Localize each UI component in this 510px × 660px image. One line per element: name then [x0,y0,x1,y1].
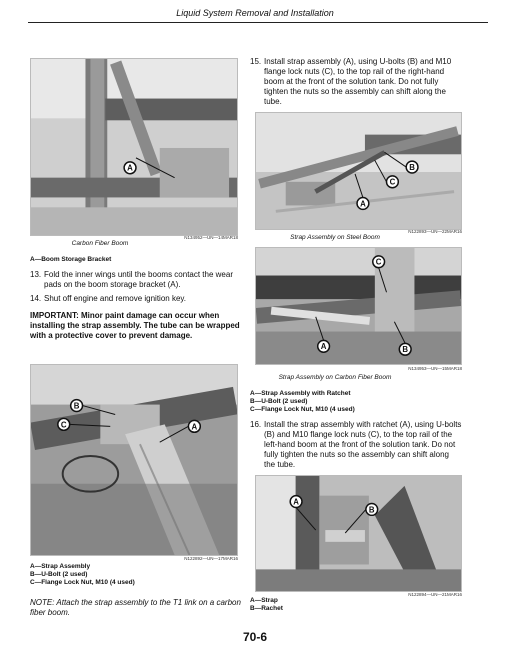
step-text: Install the strap assembly with ratchet (A), using U-bolts (B) and M10 flange lock nuts (C), to the top rail of the left-hand boom at the front of the solution tank. Do not fully tighten the nuts so the assembly can shift along the tube. [264,420,462,469]
callout-a: A [127,163,133,173]
note-label: NOTE: [30,598,55,607]
photo-strap-ratchet [255,475,462,592]
step-14 [30,294,240,304]
callout-a: A [320,342,327,352]
figure-id: N122893—UN—22MAR16 [408,229,462,234]
callout-b: B [368,505,375,515]
step-text: Shut off engine and remove ignition key. [44,294,187,303]
photo-strap-carbon-boom [255,247,462,365]
callout-a: A [293,497,299,507]
figure-caption: Carbon Fiber Boom [71,240,129,247]
callout-a: A [191,422,198,432]
header-rule [28,22,488,23]
photo-strap-steel-boom [255,112,462,230]
step-number: 15. [250,57,262,66]
callout-b: B [409,163,415,173]
legend [250,597,462,613]
legend-item: B—Rachet [250,605,283,612]
note-text: Attach the strap assembly to the T1 link on a carbon fiber boom. [30,598,241,617]
figure-id: N134953—UN—15MAR18 [408,366,462,371]
important-notice [30,311,242,341]
step-13 [30,270,240,290]
figure-id: N122892—UN—17MAR16 [184,556,238,561]
step-number: 14. [30,294,42,303]
step-16 [250,420,462,470]
callout-c: C [389,177,396,187]
callout-b: B [73,401,80,411]
figure-caption: Strap Assembly on Carbon Fiber Boom [278,374,392,381]
legend [250,390,462,414]
callout-c: C [60,420,67,430]
step-text: Install strap assembly (A), using U-bolts (B) and M10 flange lock nuts (C), to the top rail of the right-hand boom at the front of the solution tank. Do not fully tighten the nuts so the assembly can shift along the tube. [264,57,452,106]
callout-c: C [375,257,382,267]
legend-item: A—Strap [250,597,278,604]
photo-boom-storage-bracket [30,58,238,236]
note [30,598,242,618]
photo-strap-assembly [30,364,238,556]
legend-item: B—U-Bolt (2 used) [30,571,88,578]
step-text: Fold the inner wings until the booms contact the wear pads on the boom storage bracket (A). [44,270,233,289]
important-label: IMPORTANT: [30,311,79,320]
legend-item: C—Flange Lock Nut, M10 (4 used) [30,579,135,586]
important-text: Minor paint damage can occur when installing the strap assembly. The tube can be wrapped with a protective cover to prevent damage. [30,311,240,340]
legend-item: A—Strap Assembly with Ratchet [250,390,351,397]
figure-id: N134952—UN—14MAR18 [184,235,238,240]
step-number: 13. [30,270,42,279]
legend-item: C—Flange Lock Nut, M10 (4 used) [250,406,355,413]
step-number: 16. [250,420,262,429]
callout-b: B [402,345,409,355]
figure-id: N122894—UN—21MAR16 [408,592,462,597]
page-header: Liquid System Removal and Installation [176,8,334,18]
legend [30,563,240,587]
step-15 [250,57,462,107]
figure-caption: Strap Assembly on Steel Boom [290,234,380,241]
callout-a: A [360,199,366,209]
legend-item: B—U-Bolt (2 used) [250,398,308,405]
page-number: 70-6 [242,630,268,644]
legend-item: A—Strap Assembly [30,563,91,570]
legend-item: A—Boom Storage Bracket [30,256,112,263]
